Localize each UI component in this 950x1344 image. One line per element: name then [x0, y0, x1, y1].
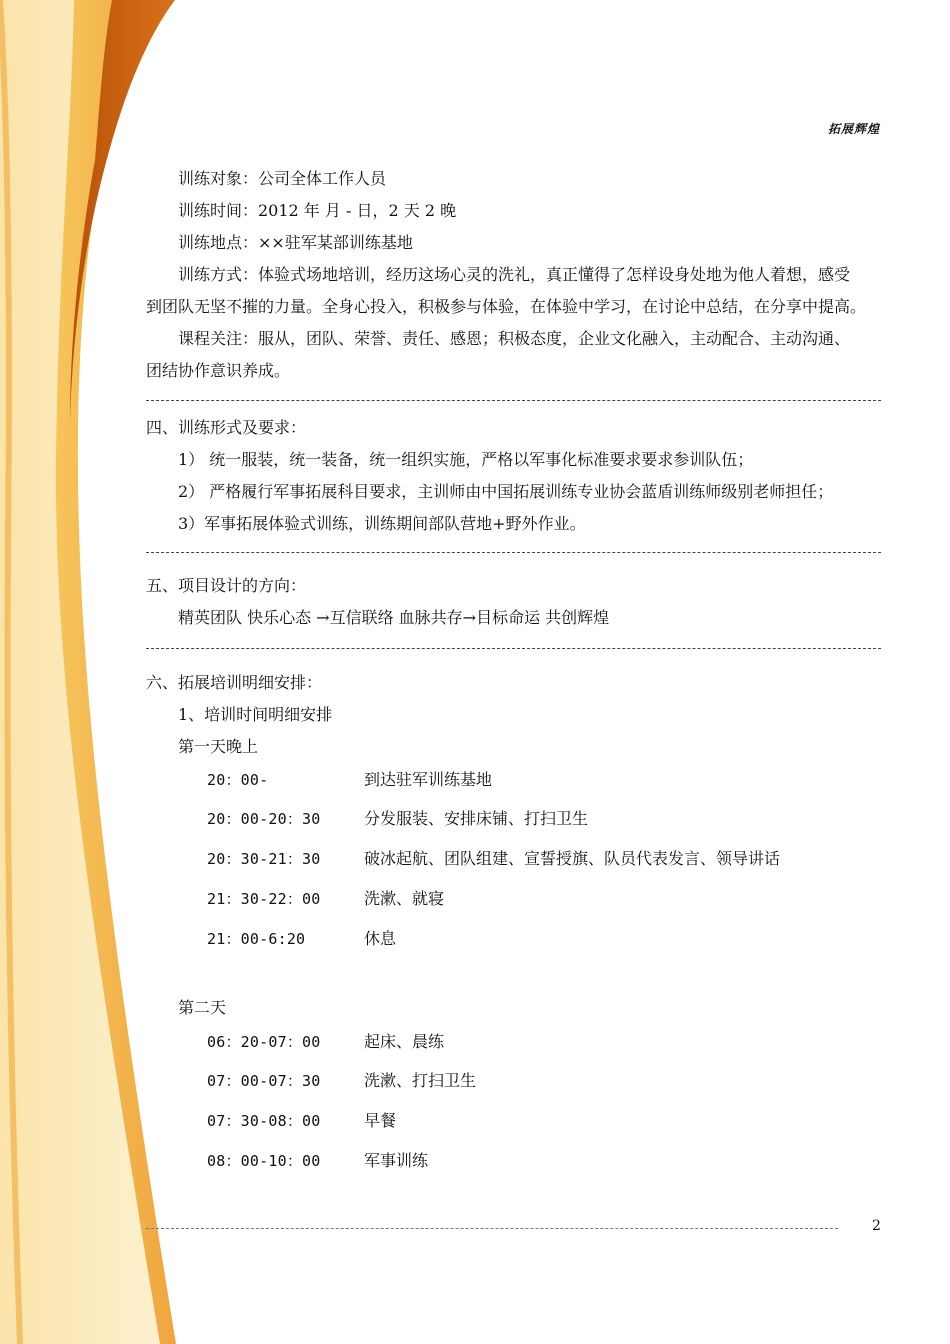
- header-brand-text: 拓展辉煌: [827, 122, 880, 136]
- section-5-text: 精英团队 快乐心态 →互信联络 血脉共存→目标命运 共创辉煌: [178, 608, 610, 627]
- training-location: 训练地点：××驻军某部训练基地: [178, 233, 413, 252]
- day-1-activity-2: 分发服装、安排床铺、打扫卫生: [364, 809, 589, 828]
- section-4-item-3: 3）军事拓展体验式训练，训练期间部队营地+野外作业。: [178, 514, 586, 533]
- day-1-title: 第一天晚上: [178, 737, 259, 756]
- day-1-activity-4: 洗漱、就寝: [364, 889, 445, 908]
- day-1-time-2: 20：00-20：30: [207, 810, 321, 828]
- day-1-activity-1: 到达驻军训练基地: [364, 770, 493, 789]
- day-2-activity-2: 洗漱、打扫卫生: [364, 1071, 477, 1090]
- training-time: 训练时间：2012 年 月 - 日，2 天 2 晚: [178, 201, 457, 220]
- day-1-activity-3: 破冰起航、团队组建、宣誓授旗、队员代表发言、领导讲话: [364, 849, 781, 868]
- training-target: 训练对象：公司全体工作人员: [178, 169, 387, 188]
- training-method-line-2: 到团队无坚不摧的力量。全身心投入，积极参与体验，在体验中学习，在讨论中总结，在分享中提高。: [146, 297, 867, 316]
- day-1-time-3: 20：30-21：30: [207, 850, 321, 868]
- section-4-title: 四、训练形式及要求：: [146, 418, 307, 437]
- section-6-subtitle: 1、培训时间明细安排: [178, 705, 333, 724]
- section-4-item-2: 2） 严格履行军事拓展科目要求，主训师由中国拓展训练专业协会蓝盾训练师级别老师担任；: [178, 482, 834, 501]
- section-divider-3: [146, 648, 881, 649]
- day-2-time-2: 07：00-07：30: [207, 1072, 321, 1090]
- day-1-time-1: 20：00-: [207, 771, 269, 789]
- section-4-item-1: 1） 统一服装，统一装备，统一组织实施，严格以军事化标准要求要求参训队伍；: [178, 450, 754, 469]
- footer-divider: [146, 1228, 838, 1229]
- section-divider-2: [146, 552, 881, 553]
- day-1-activity-5: 休息: [364, 929, 397, 948]
- day-2-time-3: 07：30-08：00: [207, 1112, 321, 1130]
- day-1-time-4: 21：30-22：00: [207, 890, 321, 908]
- section-5-title: 五、项目设计的方向：: [146, 576, 307, 595]
- day-1-time-5: 21：00-6:20: [207, 930, 306, 948]
- course-focus-line-2: 团结协作意识养成。: [146, 361, 291, 380]
- section-6-title: 六、拓展培训明细安排：: [146, 673, 323, 692]
- section-divider-1: [146, 400, 881, 401]
- course-focus-line-1: 课程关注：服从，团队、荣誉、责任、感恩；积极态度，企业文化融入，主动配合、主动沟通、: [178, 329, 851, 348]
- day-2-activity-4: 军事训练: [364, 1151, 429, 1170]
- training-method-line-1: 训练方式：体验式场地培训，经历这场心灵的洗礼，真正懂得了怎样设身处地为他人着想，感受: [178, 265, 851, 284]
- day-2-activity-1: 起床、晨练: [364, 1032, 445, 1051]
- page-number: 2: [872, 1218, 881, 1234]
- day-2-time-4: 08：00-10：00: [207, 1152, 321, 1170]
- day-2-time-1: 06：20-07：00: [207, 1033, 321, 1051]
- day-2-activity-3: 早餐: [364, 1111, 397, 1130]
- day-2-title: 第二天: [178, 998, 227, 1017]
